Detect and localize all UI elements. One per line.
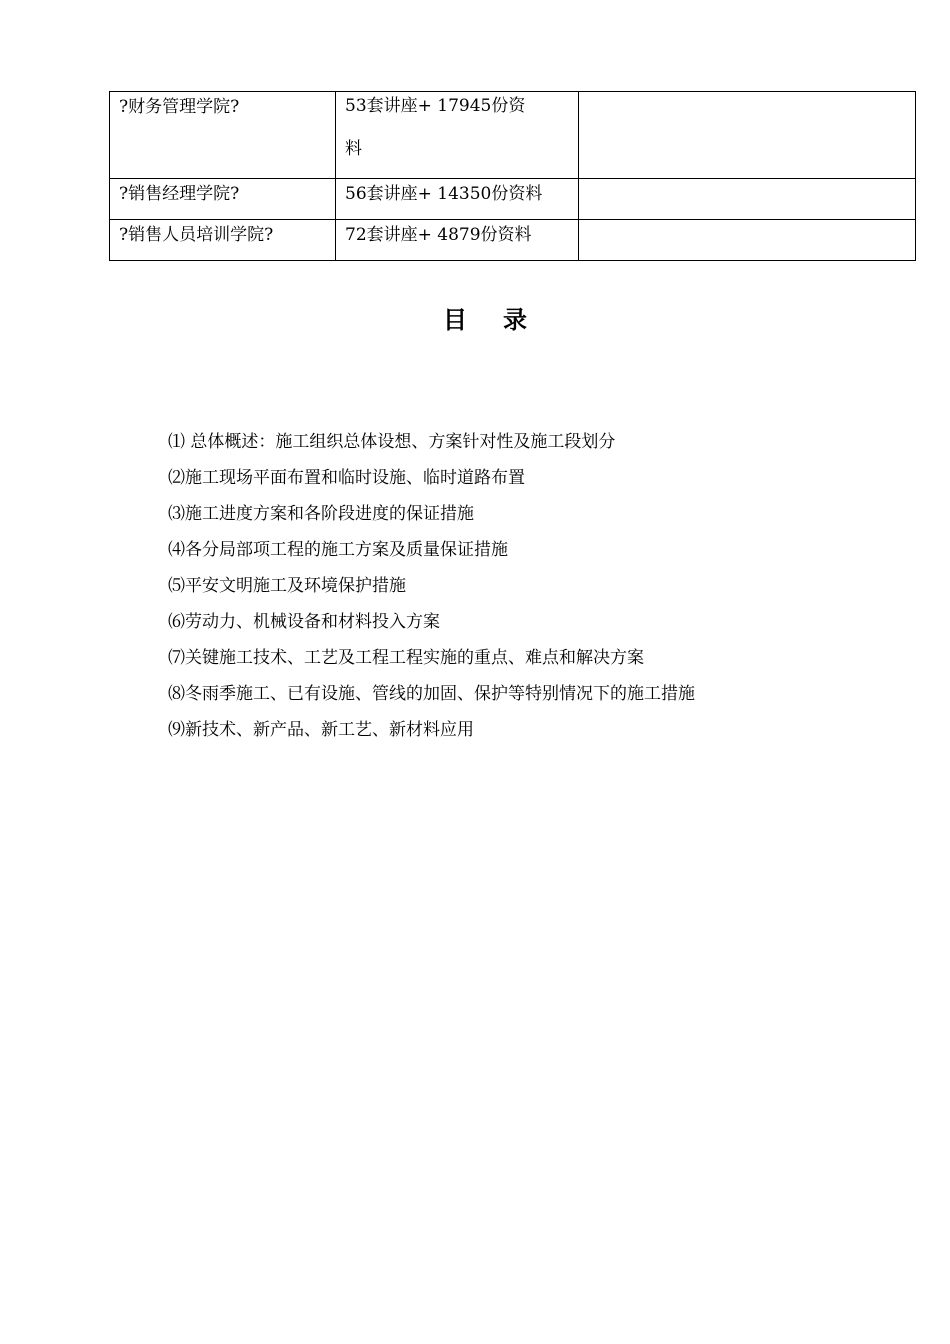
toc-item: ⑵施工现场平面布置和临时设施、临时道路布置 (168, 468, 525, 488)
toc-item: ⑼新技术、新产品、新工艺、新材料应用 (168, 720, 474, 740)
table-cell-count (336, 85, 579, 172)
toc-item: ⑴ 总体概述：施工组织总体设想、方案针对性及施工段划分 (168, 432, 616, 452)
resource-table (109, 91, 916, 261)
table-cell-name: ?销售人员培训学院? (110, 220, 336, 261)
toc-item: ⑸平安文明施工及环境保护措施 (168, 576, 406, 596)
table-cell-empty (579, 92, 916, 179)
toc-title: 目录 (443, 306, 563, 334)
table-cell-empty (579, 220, 916, 261)
toc-list (168, 424, 888, 748)
toc-item: ⑻冬雨季施工、已有设施、管线的加固、保护等特别情况下的施工措施 (168, 684, 695, 704)
table-cell-empty (579, 179, 916, 220)
table-cell-count: 56套讲座+ 14350份资料 (336, 179, 579, 220)
toc-item: ⑹劳动力、机械设备和材料投入方案 (168, 612, 440, 632)
table-cell-count-line1: 53套讲座+ 17945份资 (345, 96, 526, 116)
toc-item: ⑶施工进度方案和各阶段进度的保证措施 (168, 504, 474, 524)
table-row (110, 92, 916, 179)
table-cell-name: ?财务管理学院? (110, 92, 336, 179)
table-row (110, 179, 916, 220)
toc-item: ⑷各分局部项工程的施工方案及质量保证措施 (168, 540, 508, 560)
table-cell-count-line2: 料 (345, 139, 362, 159)
table-cell-count: 72套讲座+ 4879份资料 (336, 220, 579, 261)
toc-item: ⑺关键施工技术、工艺及工程工程实施的重点、难点和解决方案 (168, 648, 644, 668)
table-row (110, 220, 916, 261)
table-cell-name: ?销售经理学院? (110, 179, 336, 220)
